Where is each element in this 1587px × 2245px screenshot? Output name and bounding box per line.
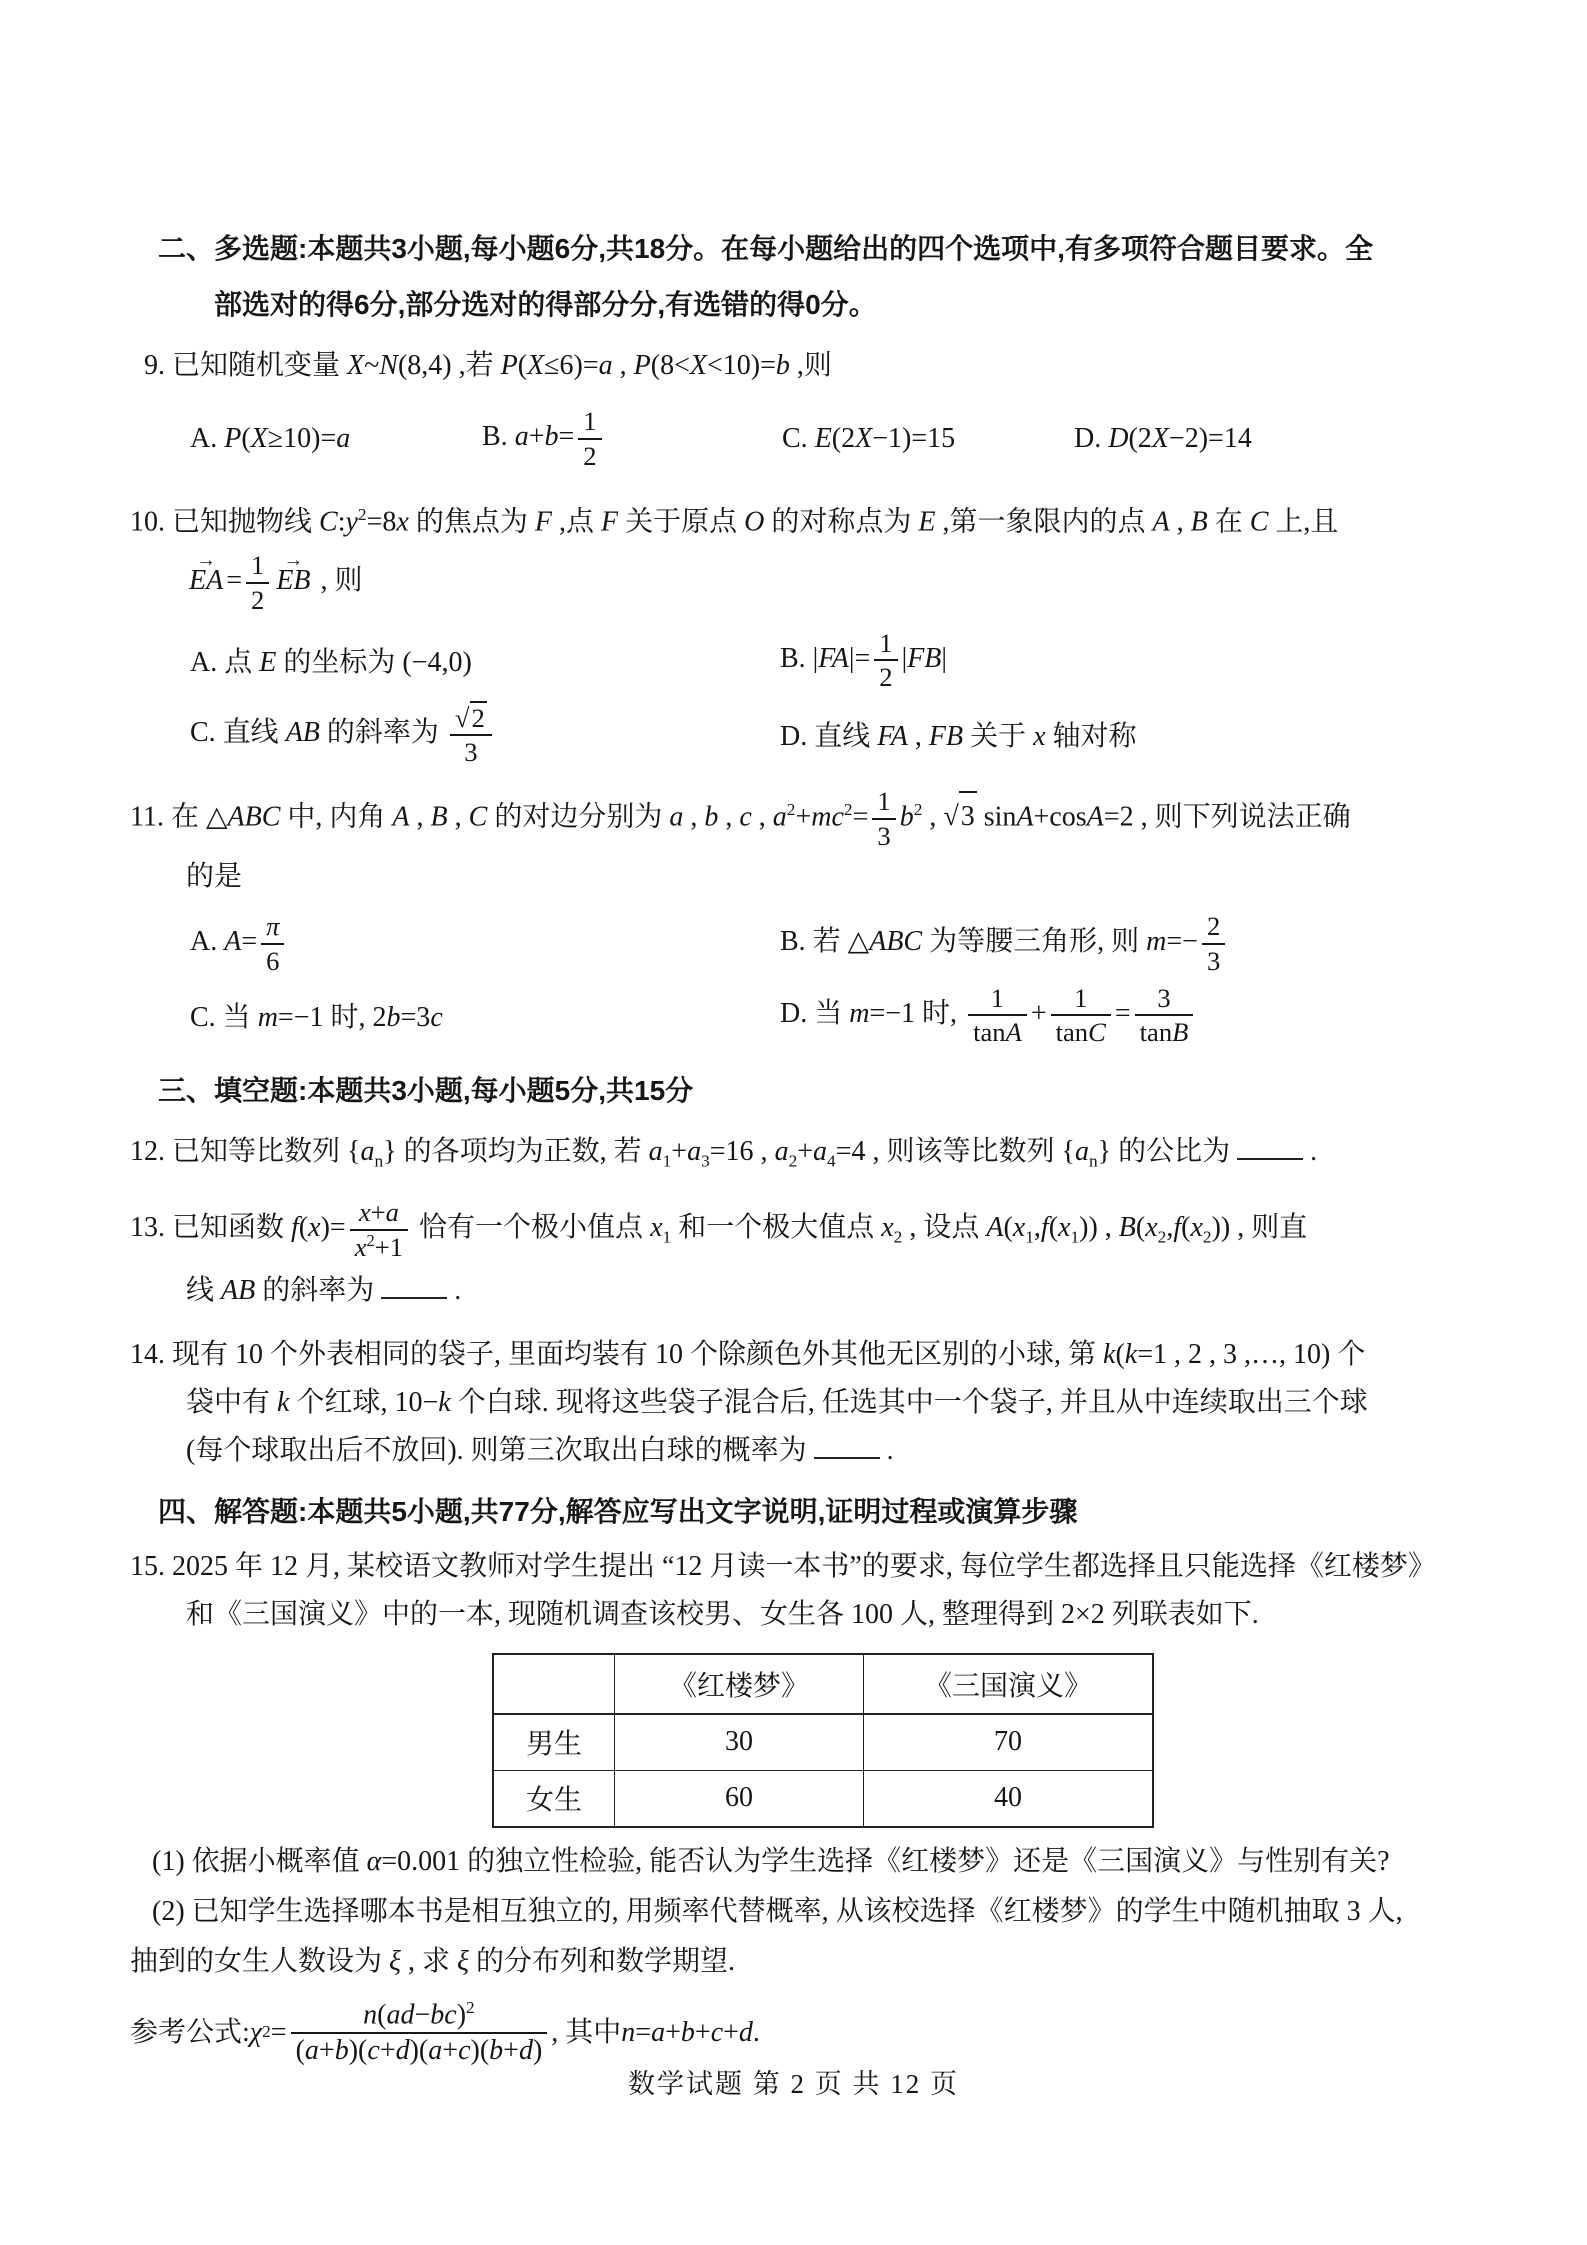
question-12-stem: 12. 已知等比数列 $\{a_n\}$ 的各项均为正数, 若 $a_1+a_3=16$ , $a_2+a_4=4$ , 则该等比数列 $\{a_n\}$ 的公比为 . <box>130 1128 1530 1186</box>
square-root: √2 <box>454 702 485 733</box>
page-content <box>130 224 1530 2067</box>
fraction: $\frac{x+a}{x^2+1}$ <box>350 1197 408 1262</box>
fraction: $\frac{n(ad-bc)^2}{(a+b)(c+d)(a+c)(b+d)}$ <box>291 1998 548 2068</box>
q15-contingency-table <box>492 1653 1154 1828</box>
question-10-stem-line-1: 10. 已知抛物线 $C:y^2=8x$ 的焦点为 F ,点 F 关于原点 O 的对称点为 E ,第一象限内的点 A , B 在 C 上,且 <box>130 505 1339 538</box>
question-13-stem-line-2: 线 AB 的斜率为 . <box>186 1267 1530 1315</box>
question-9-options <box>190 406 1530 471</box>
question-15-part-2-line-1: (2) 已知学生选择哪本书是相互独立的, 用频率代替概率, 从该校选择《红楼梦》的学生中随机抽取 3 人, <box>152 1895 1403 1927</box>
cell-male-sanguoyanyi: 70 <box>864 1714 1154 1771</box>
fraction: $\frac{3}{\tan B}$ <box>1135 983 1194 1048</box>
question-15-part-1: (1) 依据小概率值 α=0.001 的独立性检验, 能否认为学生选择《红楼梦》还是《三国演义》与性别有关? <box>152 1845 1390 1877</box>
reference-formula: 参考公式: χ 2 = $\frac{n(ad-bc)^2}{(a+b)(c+d)(a+c)(b+d)}$ , 其中 n = a + b + c + d . <box>130 1997 760 2067</box>
question-10-option-a: A. 点 E 的坐标为 (−4,0) <box>190 647 472 679</box>
question-14-line-2: 袋中有 k 个红球, 10−k 个白球. 现将这些袋子混合后, 任选其中一个袋子, 并且从中连续取出三个球 <box>186 1386 1368 1418</box>
question-9-option-b: B. a+b= $\frac{1}{2}$ <box>482 406 782 471</box>
section-2-header-line-1: 二、多选题:本题共3小题,每小题6分,共18分。在每小题给出的四个选项中,有多项符合题目要求。全 <box>158 233 1373 264</box>
question-10-option-b: B. |FA|= $\frac{1}{2}$ |FB| <box>780 627 948 693</box>
vector: → EA <box>189 551 223 605</box>
question-10-option-c: C. 直线 AB 的斜率为 $\frac{√2}{3}$ <box>190 701 780 768</box>
question-11-options-row-2 <box>190 983 1530 1048</box>
question-9-option-a: A. P(X≥10)=a <box>190 422 351 454</box>
question-14-line-3: (每个球取出后不放回). 则第三次取出白球的概率为 . <box>186 1427 1530 1475</box>
table-row-male <box>493 1714 1153 1771</box>
question-11-option-d: D. 当 m=−1 时, $\frac{1}{\tan A}$ + $\frac{1}{\tan C}$ = $\frac{3}{\tan B}$ <box>780 983 1530 1048</box>
row-label-female: 女生 <box>493 1770 615 1827</box>
question-15-part-2-line-2: 抽到的女生人数设为 ξ , 求 ξ 的分布列和数学期望. <box>130 1945 736 1977</box>
fraction: $\frac{1}{\tan C}$ <box>1051 983 1111 1048</box>
table-row-female <box>493 1770 1153 1827</box>
question-10-stem-line-2: → EA = $\frac{1}{2}$ → EB , 则 <box>186 550 1530 615</box>
question-11 <box>130 786 1530 1048</box>
section-4-header: 四、解答题:本题共5小题,共77分,解答应写出文字说明,证明过程或演算步骤 <box>158 1495 1078 1527</box>
cell-male-hongloumeng: 30 <box>615 1714 864 1771</box>
question-11-stem-line-2: 的是 <box>186 861 243 893</box>
question-15-line-2: 和《三国演义》中的一本, 现随机调查该校男、女生各 100 人, 整理得到 2×2 列联表如下. <box>186 1598 1259 1630</box>
fraction: $\frac{\pi}{6}$ <box>261 911 284 976</box>
row-label-male: 男生 <box>493 1714 615 1771</box>
question-9-option-d: D. D(2X−2)=14 <box>1074 422 1252 454</box>
cell-female-sanguoyanyi: 40 <box>864 1770 1154 1827</box>
question-11-option-c: C. 当 m=−1 时, 2b=3c <box>190 1002 443 1034</box>
table-header-hongloumeng: 《红楼梦》 <box>615 1654 864 1714</box>
page-footer: 数学试题 第 2 页 共 12 页 <box>628 2069 959 2099</box>
question-9 <box>130 342 1530 471</box>
question-14 <box>130 1331 1530 1475</box>
question-11-option-a: A. A= $\frac{\pi}{6}$ <box>190 911 780 976</box>
table-header-row <box>493 1654 1153 1714</box>
fraction: $\frac{2}{3}$ <box>1202 911 1225 976</box>
question-10 <box>130 491 1530 768</box>
question-11-option-b: B. 若 △ABC 为等腰三角形, 则 m=− $\frac{2}{3}$ <box>780 911 1530 976</box>
question-14-line-1: 14. 现有 10 个外表相同的袋子, 里面均装有 10 个除颜色外其他无区别的小球, 第 k(k=1 , 2 , 3 ,…, 10) 个 <box>130 1338 1366 1370</box>
answer-blank <box>381 1269 447 1299</box>
question-13-stem-line-1: 13. 已知函数 f(x)= $\frac{x+a}{x^2+1}$ 恰有一个极小值点 $x_1$ 和一个极大值点 $x_2$ , 设点 $A(x_1,f(x_1))$ , $B(x_2,f(x_2))$ , 则直 <box>130 1197 1308 1262</box>
fraction: $\frac{1}{\tan A}$ <box>968 983 1027 1048</box>
question-9-stem: 9. 已知随机变量 X~N(8,4) ,若 P(X≤6)=a , P(8<X<10)=b ,则 <box>144 350 832 381</box>
fraction: $\frac{1}{3}$ <box>872 786 895 851</box>
vector-arrow-icon: → <box>196 550 216 572</box>
question-10-options-row-2 <box>190 701 1530 768</box>
section-2-header-line-2: 部选对的得6分,部分选对的得部分分,有选错的得0分。 <box>214 289 877 320</box>
vector-arrow-icon: → <box>283 550 304 572</box>
question-10-option-d: D. 直线 FA , FB 关于 x 轴对称 <box>780 721 1137 753</box>
question-11-stem-line-1: 11. 在 △ABC 中, 内角 A , B , C 的对边分别为 a , b , c , $a^2+mc^2=$ $\frac{1}{3}$ $b^2$ , √3 sinA+cosA=2 , 则下列说法正确 <box>130 786 1351 851</box>
table-corner-cell <box>493 1654 615 1714</box>
question-10-options-row-1 <box>190 628 1530 693</box>
question-15 <box>130 1543 1530 2068</box>
cell-female-hongloumeng: 60 <box>615 1770 864 1827</box>
question-11-options-row-1 <box>190 911 1530 976</box>
table-header-sanguoyanyi: 《三国演义》 <box>864 1654 1154 1714</box>
question-15-line-1: 15. 2025 年 12 月, 某校语文教师对学生提出 “12 月读一本书”的要求, 每位学生都选择且只能选择《红楼梦》 <box>130 1550 1436 1582</box>
question-13 <box>130 1197 1530 1314</box>
fraction: $\frac{1}{2}$ <box>578 406 601 471</box>
answer-blank <box>1237 1130 1303 1160</box>
answer-blank <box>814 1429 880 1459</box>
square-root: √3 <box>943 791 976 841</box>
question-9-option-c: C. E(2X−1)=15 <box>782 422 956 454</box>
fraction: $\frac{1}{2}$ <box>874 628 897 693</box>
vector: → EB <box>276 551 310 605</box>
section-3-header: 三、填空题:本题共3小题,每小题5分,共15分 <box>158 1074 694 1106</box>
fraction: $\frac{1}{2}$ <box>246 550 269 615</box>
fraction: $\frac{√2}{3}$ <box>450 701 492 768</box>
